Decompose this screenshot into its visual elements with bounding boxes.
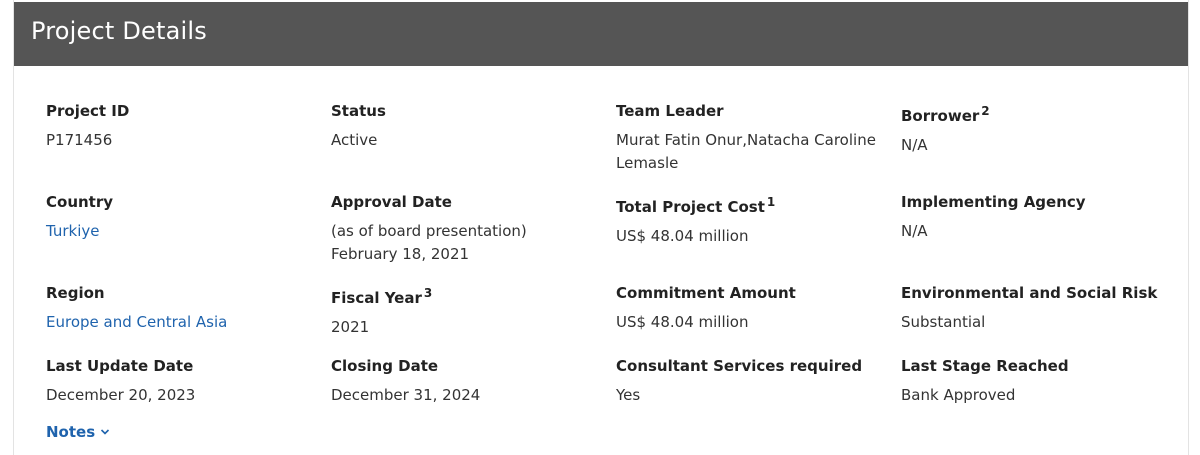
field-label: Status	[331, 102, 386, 120]
field-closing-date	[331, 356, 601, 407]
field-implementing-agency	[901, 192, 1171, 243]
field-label: Environmental and Social Risk	[901, 284, 1158, 302]
field-label: Closing Date	[331, 357, 439, 375]
footnote-marker: 2	[981, 104, 990, 118]
page-title: Project Details	[31, 17, 207, 45]
field-value: Yes	[616, 386, 641, 404]
field-value: N/A	[901, 222, 928, 240]
field-label: Consultant Services required	[616, 357, 863, 375]
approval-date-value: February 18, 2021	[331, 245, 470, 263]
field-status	[331, 101, 601, 152]
field-label: Approval Date	[331, 193, 452, 211]
field-value: Bank Approved	[901, 386, 1016, 404]
field-last-stage-reached	[901, 356, 1171, 407]
country-link[interactable]: Turkiye	[46, 222, 100, 240]
field-country	[46, 192, 316, 243]
field-value: 2021	[331, 318, 370, 336]
field-label: Last Stage Reached	[901, 357, 1069, 375]
field-label: Total Project Cost $^1$	[616, 195, 776, 216]
field-env-social-risk	[901, 283, 1181, 334]
field-label: Borrower $^2$	[901, 104, 990, 125]
field-label: Team Leader	[616, 102, 724, 120]
region-link[interactable]: Europe and Central Asia	[46, 313, 228, 331]
field-value: December 31, 2024	[331, 386, 481, 404]
field-value: Murat Fatin Onur,Natacha Caroline Lemasle	[616, 131, 876, 172]
field-label: Region	[46, 284, 105, 302]
field-label: Fiscal Year $^3$	[331, 286, 433, 307]
field-value: US$ 48.04 million	[616, 313, 749, 331]
field-label: Project ID	[46, 102, 130, 120]
chevron-down-icon	[100, 428, 110, 436]
footnote-marker: 1	[766, 195, 776, 209]
field-value: Substantial	[901, 313, 986, 331]
field-value: Active	[331, 131, 378, 149]
field-fiscal-year	[331, 283, 601, 339]
field-value: P171456	[46, 131, 113, 149]
field-project-id	[46, 101, 316, 152]
field-region	[46, 283, 316, 334]
field-approval-date	[331, 192, 601, 266]
field-label: Implementing Agency	[901, 193, 1086, 211]
field-label: Last Update Date	[46, 357, 194, 375]
field-team-leader	[616, 101, 876, 175]
footnote-marker: 3	[423, 286, 433, 300]
field-total-project-cost	[616, 192, 886, 248]
notes-toggle[interactable]	[46, 423, 110, 441]
field-value: N/A	[901, 136, 928, 154]
field-value: US$ 48.04 million	[616, 227, 749, 245]
field-label: Commitment Amount	[616, 284, 796, 302]
approval-date-note: (as of board presentation)	[331, 222, 527, 240]
field-last-update-date	[46, 356, 316, 407]
field-value: December 20, 2023	[46, 386, 196, 404]
field-borrower	[901, 101, 1171, 157]
field-consultant-services	[616, 356, 886, 407]
panel-header	[14, 2, 1188, 66]
field-value	[331, 220, 601, 266]
notes-label: Notes	[46, 423, 96, 441]
field-label: Country	[46, 193, 114, 211]
field-commitment-amount	[616, 283, 886, 334]
